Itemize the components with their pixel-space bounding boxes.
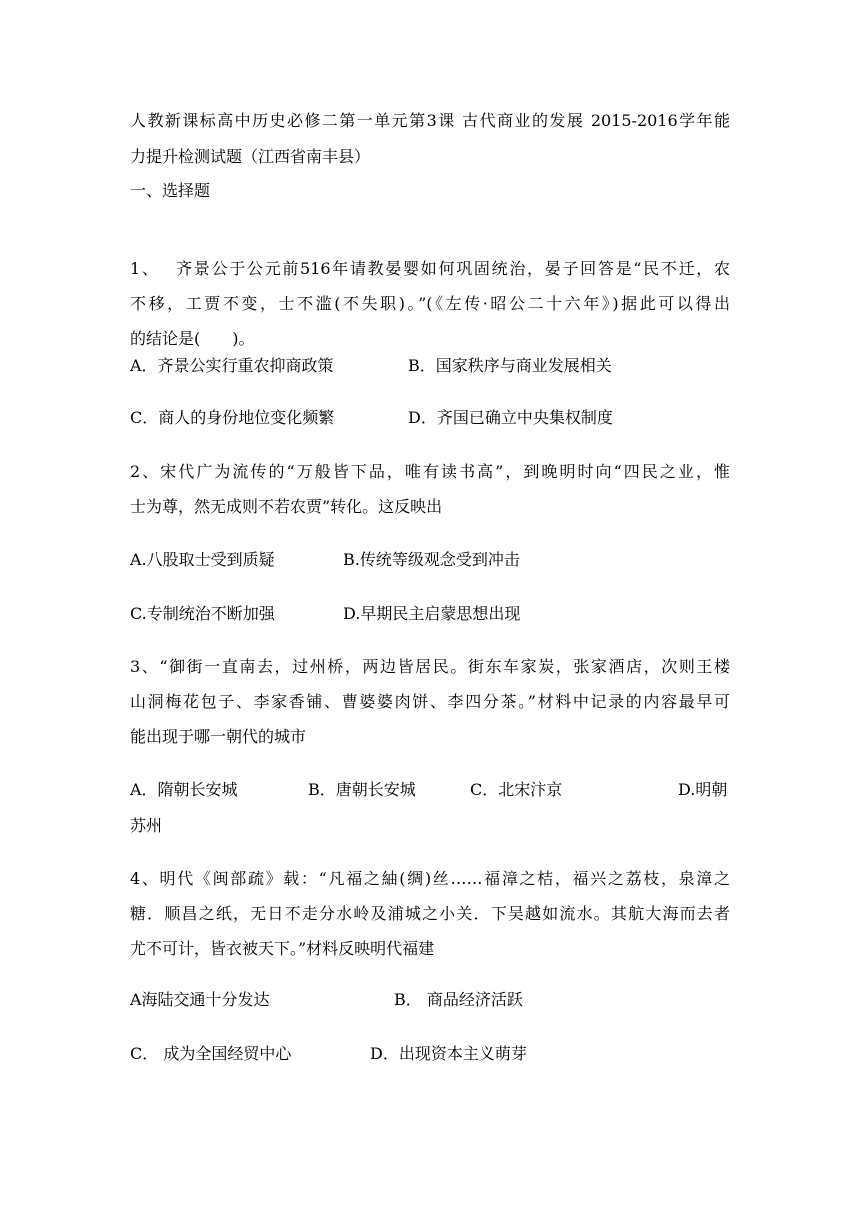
question-4-line-2: 糖．顺昌之纸，无日不走分水岭及浦城之小关．下吴越如流水。其航大海而去者	[130, 904, 730, 923]
question-1-option-c: C．商人的身份地位变化频繁	[130, 408, 335, 427]
document-title-line-1: 人教新课标高中历史必修二第一单元第3课 古代商业的发展 2015-2016学年能	[130, 111, 730, 130]
question-1-option-b: B．国家秩序与商业发展相关	[408, 356, 612, 375]
question-3-line-2: 山洞梅花包子、李家香铺、曹婆婆肉饼、李四分茶。”材料中记录的内容最早可	[130, 692, 730, 711]
question-3-option-c: C．北宋汴京	[470, 780, 563, 799]
question-2-option-b: B.传统等级观念受到冲击	[343, 550, 520, 569]
question-1-line-1: 1、 齐景公于公元前516年请教晏婴如何巩固统治，晏子回答是“民不迁，农	[130, 259, 730, 278]
question-4-option-a: A海陆交通十分发达	[130, 990, 270, 1009]
question-3-option-d: D.明朝	[678, 780, 728, 799]
question-1-option-d: D．齐国已确立中央集权制度	[408, 408, 613, 427]
question-3-option-a: A．隋朝长安城	[130, 780, 238, 799]
question-2-line-1: 2、宋代广为流传的“万般皆下品，唯有读书高”，到晚明时向“四民之业，惟	[130, 462, 730, 481]
question-1-line-3: 的结论是( )。	[130, 329, 255, 348]
question-4-option-d: D．出现资本主义萌芽	[370, 1044, 527, 1063]
document-title-line-2: 力提升检测试题（江西省南丰县）	[130, 147, 371, 166]
question-4-line-3: 尤不可计，皆衣被天下。”材料反映明代福建	[130, 939, 435, 958]
question-4-line-1: 4、明代《闽部疏》载：“凡福之紬(绸)丝……福漳之桔，福兴之荔枝，泉漳之	[130, 869, 730, 888]
question-1-line-2: 不移，工贾不变，士不滥(不失职)。”(《左传·昭公二十六年》)据此可以得出	[130, 294, 730, 313]
question-3-line-3: 能出现于哪一朝代的城市	[130, 727, 307, 746]
question-2-option-a: A.八股取士受到质疑	[130, 550, 275, 569]
question-2-option-d: D.早期民主启蒙思想出现	[343, 604, 521, 623]
question-1-option-a: A．齐景公实行重农抑商政策	[130, 356, 334, 375]
section-heading: 一、选择题	[130, 181, 211, 200]
question-2-option-c: C.专制统治不断加强	[130, 604, 275, 623]
question-3-option-b: B．唐朝长安城	[308, 780, 416, 799]
question-3-option-d-continued: 苏州	[130, 816, 163, 835]
question-3-line-1: 3、“御街一直南去，过州桥，两边皆居民。街东车家炭，张家酒店，次则王楼	[130, 657, 730, 676]
question-4-option-c: C． 成为全国经贸中心	[130, 1044, 292, 1063]
question-2-line-2: 士为尊，然无成则不若农贾”转化。这反映出	[130, 497, 443, 516]
question-4-option-b: B． 商品经济活跃	[394, 990, 523, 1009]
